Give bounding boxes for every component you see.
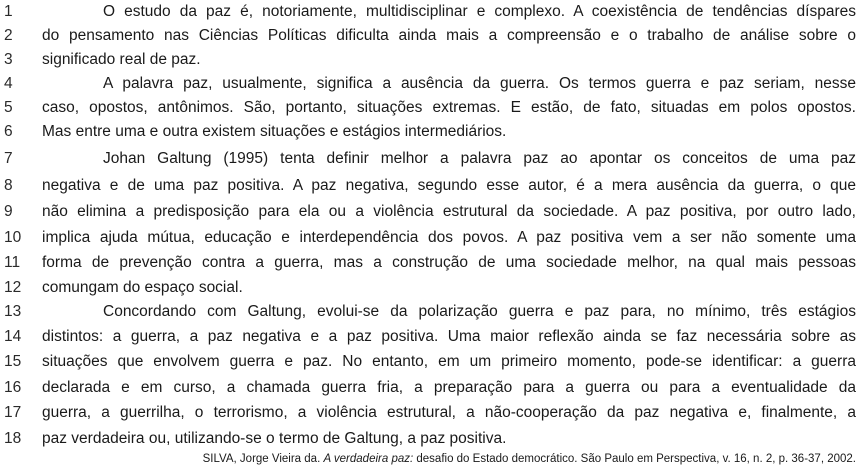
line-number: 14 bbox=[4, 328, 22, 345]
line-number: 7 bbox=[4, 150, 13, 167]
citation-author: SILVA, Jorge Vieira da. bbox=[202, 453, 324, 465]
line-text: forma de prevenção contra a guerra, mas a construção de uma sociedade melhor, na qual mais pessoas bbox=[42, 254, 856, 271]
line-text: comungam do espaço social. bbox=[42, 279, 243, 296]
line-text: paz verdadeira ou, utilizando-se o termo de Galtung, a paz positiva. bbox=[42, 430, 507, 447]
line-number: 4 bbox=[4, 75, 13, 92]
text-line bbox=[0, 96, 862, 120]
text-line bbox=[0, 200, 862, 224]
line-number: 9 bbox=[4, 203, 13, 220]
text-line bbox=[0, 300, 862, 324]
text-line bbox=[0, 350, 862, 374]
text-line bbox=[0, 376, 862, 400]
citation-details: desafio do Estado democrático. São Paulo em Perspectiva, v. 16, n. 2, p. 36-37, 2002. bbox=[413, 453, 856, 465]
line-text: Concordando com Galtung, evolui-se da polarização guerra e paz para, no mínimo, três estágios bbox=[103, 303, 856, 320]
line-text: significado real de paz. bbox=[42, 51, 201, 68]
line-number: 3 bbox=[4, 51, 13, 68]
text-line bbox=[0, 147, 862, 171]
line-text: Johan Galtung (1995) tenta definir melhor a palavra paz ao apontar os conceitos de uma paz bbox=[103, 150, 856, 167]
line-number: 15 bbox=[4, 353, 22, 370]
source-citation bbox=[203, 452, 856, 467]
line-number: 5 bbox=[4, 99, 13, 116]
text-line bbox=[0, 174, 862, 198]
line-number: 12 bbox=[4, 279, 22, 296]
line-number: 13 bbox=[4, 303, 22, 320]
line-number: 18 bbox=[4, 430, 22, 447]
text-line bbox=[0, 251, 862, 275]
text-line bbox=[0, 276, 862, 300]
line-text: negativa e de uma paz positiva. A paz negativa, segundo esse autor, é a mera ausência da guerra, o que bbox=[42, 177, 856, 194]
text-line bbox=[0, 72, 862, 96]
text-line bbox=[0, 401, 862, 425]
line-text: caso, opostos, antônimos. São, portanto, situações extremas. E estão, de fato, situadas em polos opostos. bbox=[42, 99, 856, 116]
line-number: 1 bbox=[4, 3, 13, 20]
line-number: 11 bbox=[4, 254, 21, 271]
line-number: 10 bbox=[4, 229, 22, 246]
line-text: Mas entre uma e outra existem situações e estágios intermediários. bbox=[42, 123, 507, 140]
text-line bbox=[0, 24, 862, 48]
line-number: 8 bbox=[4, 177, 13, 194]
citation-title: A verdadeira paz: bbox=[323, 453, 414, 465]
line-text: do pensamento nas Ciências Políticas dificulta ainda mais a compreensão e o trabalho de análise sobre o bbox=[42, 27, 856, 44]
text-line bbox=[0, 0, 862, 24]
line-number: 6 bbox=[4, 123, 13, 140]
line-text: A palavra paz, usualmente, significa a ausência da guerra. Os termos guerra e paz seriam, nesse bbox=[103, 75, 856, 92]
text-line bbox=[0, 120, 862, 144]
line-text: guerra, a guerrilha, o terrorismo, a violência estrutural, a não-cooperação da paz negativa e, finalmente, a bbox=[42, 404, 856, 421]
line-text: situações que envolvem guerra e paz. No entanto, em um primeiro momento, pode-se identificar: a guerra bbox=[42, 353, 856, 370]
line-text: O estudo da paz é, notoriamente, multidisciplinar e complexo. A coexistência de tendências díspares bbox=[103, 3, 856, 20]
text-line bbox=[0, 325, 862, 349]
line-text: distintos: a guerra, a paz negativa e a paz positiva. Uma maior reflexão ainda se faz necessária sobre as bbox=[42, 328, 856, 345]
text-line bbox=[0, 226, 862, 250]
line-text: implica ajuda mútua, educação e interdependência dos povos. A paz positiva vem a ser não somente uma bbox=[42, 229, 856, 246]
line-number: 17 bbox=[4, 404, 22, 421]
text-line bbox=[0, 48, 862, 72]
text-line bbox=[0, 427, 862, 451]
line-number: 16 bbox=[4, 379, 22, 396]
line-text: declarada e em curso, a chamada guerra fria, a preparação para a guerra ou para a eventualidade da bbox=[42, 379, 856, 396]
line-text: não elimina a predisposição para ela ou a violência estrutural da sociedade. A paz positiva, por outro lado, bbox=[42, 203, 856, 220]
line-number: 2 bbox=[4, 27, 13, 44]
